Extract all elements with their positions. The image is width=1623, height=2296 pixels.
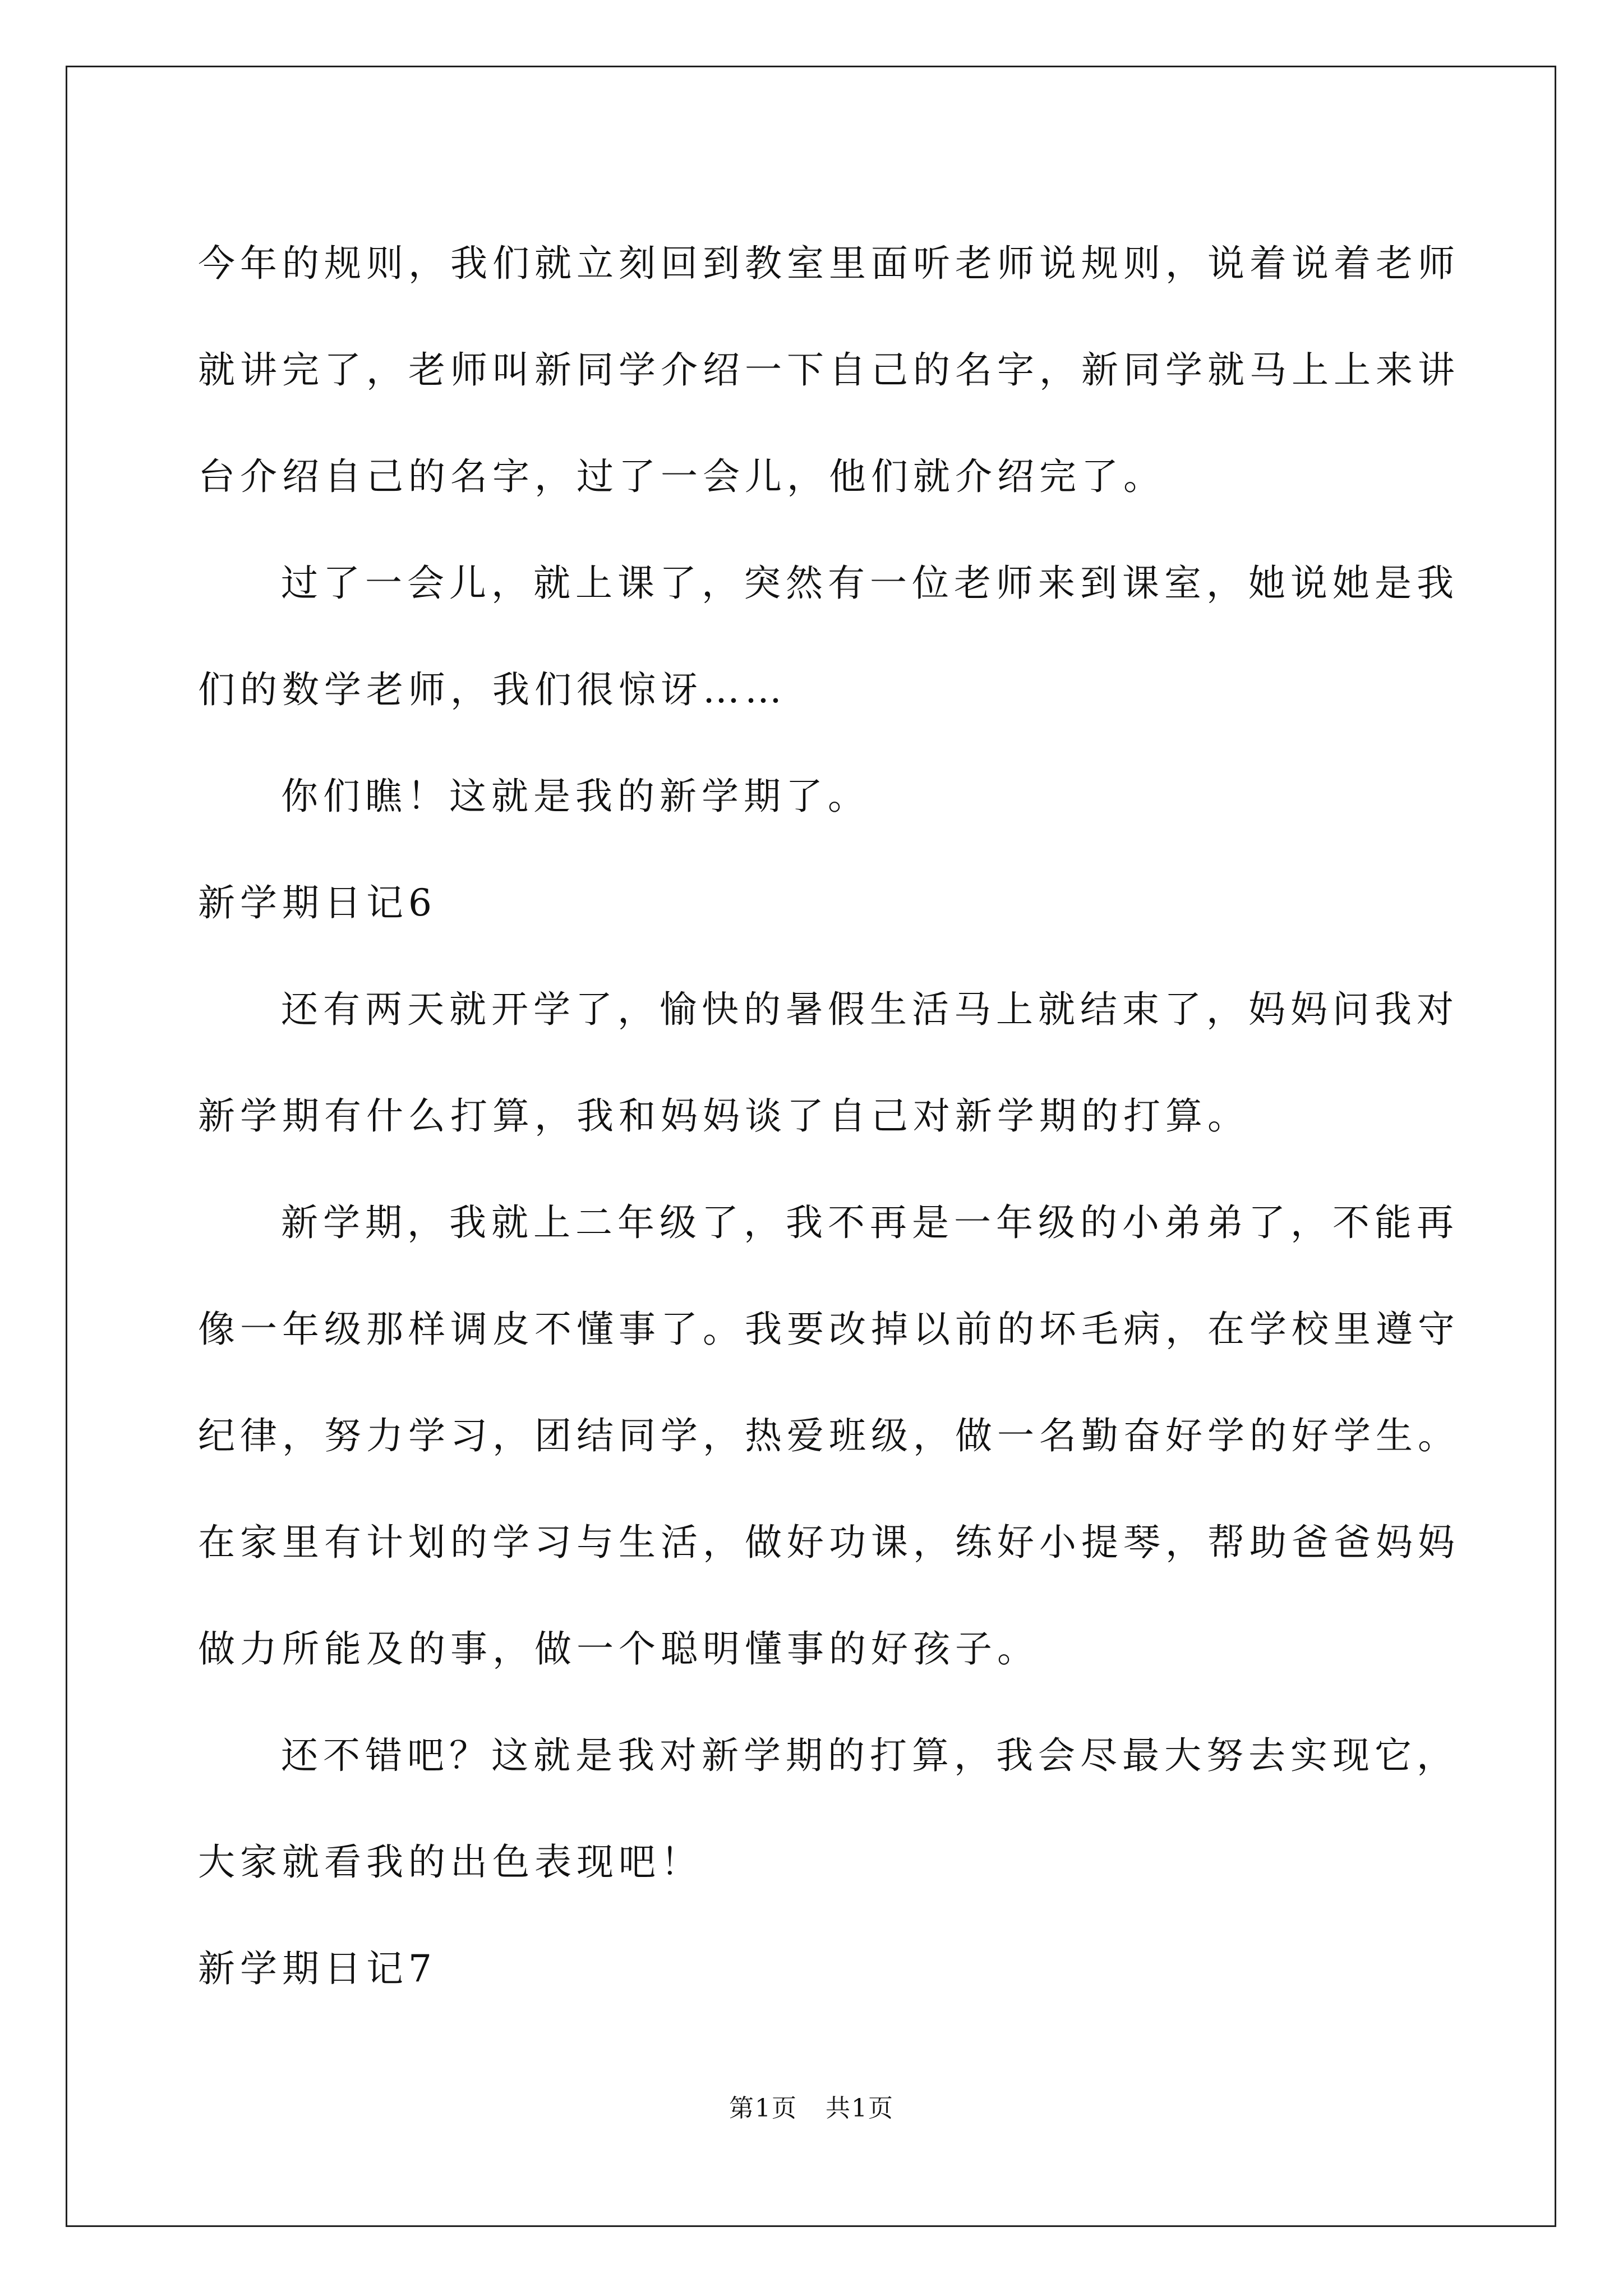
text-line: 就讲完了，老师叫新同学介绍一下自己的名字，新同学就马上上来讲 (198, 348, 1460, 392)
text-line: 做力所能及的事，做一个聪明懂事的好孩子。 (198, 1627, 1039, 1671)
text-line: 新学期有什么打算，我和妈妈谈了自己对新学期的打算。 (198, 1094, 1249, 1138)
text-line: 们的数学老师，我们很惊讶…… (198, 668, 787, 711)
section-heading: 新学期日记7 (198, 1947, 437, 1990)
text-line: 今年的规则，我们就立刻回到教室里面听老师说规则，说着说着老师 (198, 242, 1460, 285)
document-body (198, 210, 1460, 2022)
page-number: 第1页 (729, 2094, 797, 2123)
paragraph-start-line: 还不错吧？这就是我对新学期的打算，我会尽最大努去实现它， (281, 1734, 1459, 1777)
paragraph-start-line: 新学期，我就上二年级了，我不再是一年级的小弟弟了，不能再 (281, 1201, 1459, 1244)
page-footer (0, 2088, 1623, 2124)
section-heading: 新学期日记6 (198, 881, 437, 924)
text-line: 纪律，努力学习，团结同学，热爱班级，做一名勤奋好学的好学生。 (198, 1414, 1460, 1457)
paragraph-start-line: 过了一会儿，就上课了，突然有一位老师来到课室，她说她是我 (281, 562, 1459, 605)
paragraph-start-line: 你们瞧！这就是我的新学期了。 (281, 775, 870, 818)
text-line: 台介绍自己的名字，过了一会儿，他们就介绍完了。 (198, 455, 1165, 498)
text-line: 像一年级那样调皮不懂事了。我要改掉以前的坏毛病，在学校里遵守 (198, 1308, 1460, 1351)
text-line: 大家就看我的出色表现吧！ (198, 1841, 703, 1884)
text-line: 在家里有计划的学习与生活，做好功课，练好小提琴，帮助爸爸妈妈 (198, 1521, 1460, 1564)
paragraph-start-line: 还有两天就开学了，愉快的暑假生活马上就结束了，妈妈问我对 (281, 988, 1459, 1031)
page-total: 共1页 (826, 2094, 894, 2123)
